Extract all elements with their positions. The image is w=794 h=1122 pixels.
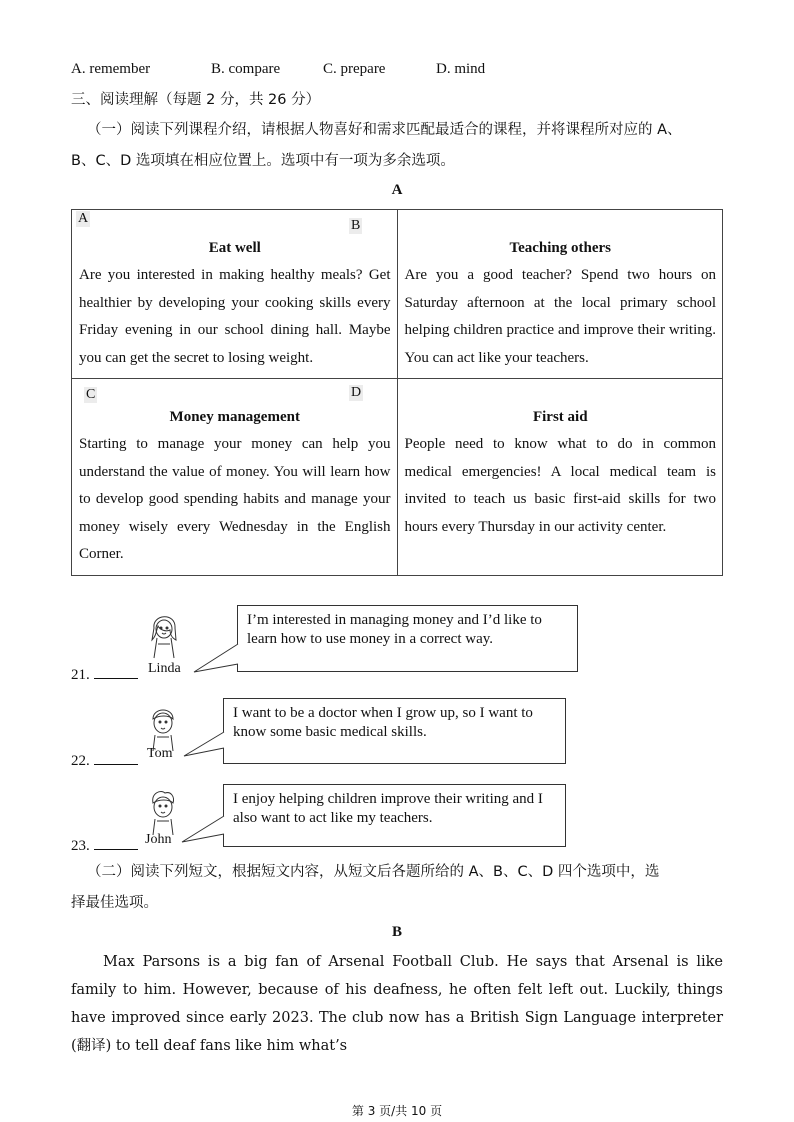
section-heading: 三、阅读理解（每题 2 分，共 26 分） <box>71 92 321 108</box>
course-letter-a: A <box>78 211 89 226</box>
speech-bubble-tom: I want to be a doctor when I grow up, so I want to know some basic medical skills. <box>223 698 566 764</box>
answer-blank-22[interactable] <box>94 750 138 765</box>
part2-instruction-line1: （二）阅读下列短文，根据短文内容，从短文后各题所给的 A、B、C、D 四个选项中，选 <box>87 864 660 880</box>
course-title-a: Eat well <box>208 240 261 256</box>
answer-blank-21[interactable] <box>94 664 138 679</box>
boy-avatar-icon <box>147 705 179 751</box>
course-text-b: Are you a good teacher? Spend two hours on Saturday afternoon at the local primary school helping children practice and improve their writing. You can act like your teachers. <box>404 267 716 366</box>
speech-tail-linda <box>190 640 242 676</box>
speech-bubble-john: I enjoy helping children improve their writing and I also want to act like my teachers. <box>223 784 566 847</box>
girl-avatar-icon <box>146 608 182 660</box>
course-cell-c <box>72 379 398 576</box>
page-footer: 第 3 页/共 10 页 <box>351 1104 443 1118</box>
speech-bubble-linda: I’m interested in managing money and I’d like to learn how to use money in a correct way. <box>237 605 578 672</box>
course-text-a: Are you interested in making healthy meals? Get healthier by developing your cooking skills every Friday evening in our school dining hall. Maybe you can get the secret to losing weight. <box>79 267 391 366</box>
question-21 <box>71 664 138 684</box>
course-title-b: Teaching others <box>509 240 612 256</box>
student-name-tom: Tom <box>147 746 173 761</box>
course-cell-d <box>397 379 723 576</box>
course-table <box>71 209 723 576</box>
student-name-john: John <box>145 832 172 847</box>
q20-option-a: A. remember <box>71 61 151 77</box>
question-23-number: 23. <box>71 838 90 854</box>
course-cell-b <box>397 210 723 379</box>
course-letter-c: C <box>86 387 96 402</box>
boy-avatar-icon <box>147 789 179 835</box>
course-title-c: Money management <box>169 409 300 425</box>
question-22-number: 22. <box>71 753 90 769</box>
course-text-d: People need to know what to do in common medical emergencies! A local medical team is invited to teach us basic first-aid skills for two hours every Thursday in our activity center. <box>404 436 716 535</box>
q20-option-b: B. compare <box>211 61 281 77</box>
question-23 <box>71 835 138 855</box>
speech-tail-tom <box>180 728 228 760</box>
part2-instruction-line2: 择最佳选项。 <box>71 895 158 911</box>
course-title-d: First aid <box>532 409 588 425</box>
question-22 <box>71 750 138 770</box>
part1-instruction-line1: （一）阅读下列课程介绍，请根据人物喜好和需求匹配最适合的课程，并将课程所对应的 A、 <box>87 122 682 138</box>
course-cell-a <box>72 210 398 379</box>
course-letter-b: B <box>351 218 361 233</box>
q20-option-d: D. mind <box>436 61 486 77</box>
course-letter-d: D <box>351 385 362 400</box>
course-text-c: Starting to manage your money can help you understand the value of money. You will learn how to develop good spending habits and manage your money wisely every Wednesday in the English Corner. <box>79 436 391 562</box>
passage-b-paragraph: Max Parsons is a big fan of Arsenal Football Club. He says that Arsenal is like family to him. However, because of his deafness, he often felt left out. Luckily, things have improved since early 2023. The club now has a British Sign Language interpreter (翻译) to tell deaf fans like him what’s <box>71 954 723 1054</box>
speech-tail-john <box>178 812 228 846</box>
part1-instruction-line2: B、C、D 选项填在相应位置上。选项中有一项为多余选项。 <box>71 153 455 169</box>
passage-a-title: A <box>391 182 403 198</box>
question-21-number: 21. <box>71 667 90 683</box>
passage-b-title: B <box>391 924 402 940</box>
q20-option-c: C. prepare <box>323 61 386 77</box>
student-name-linda: Linda <box>148 661 181 676</box>
answer-blank-23[interactable] <box>94 835 138 850</box>
